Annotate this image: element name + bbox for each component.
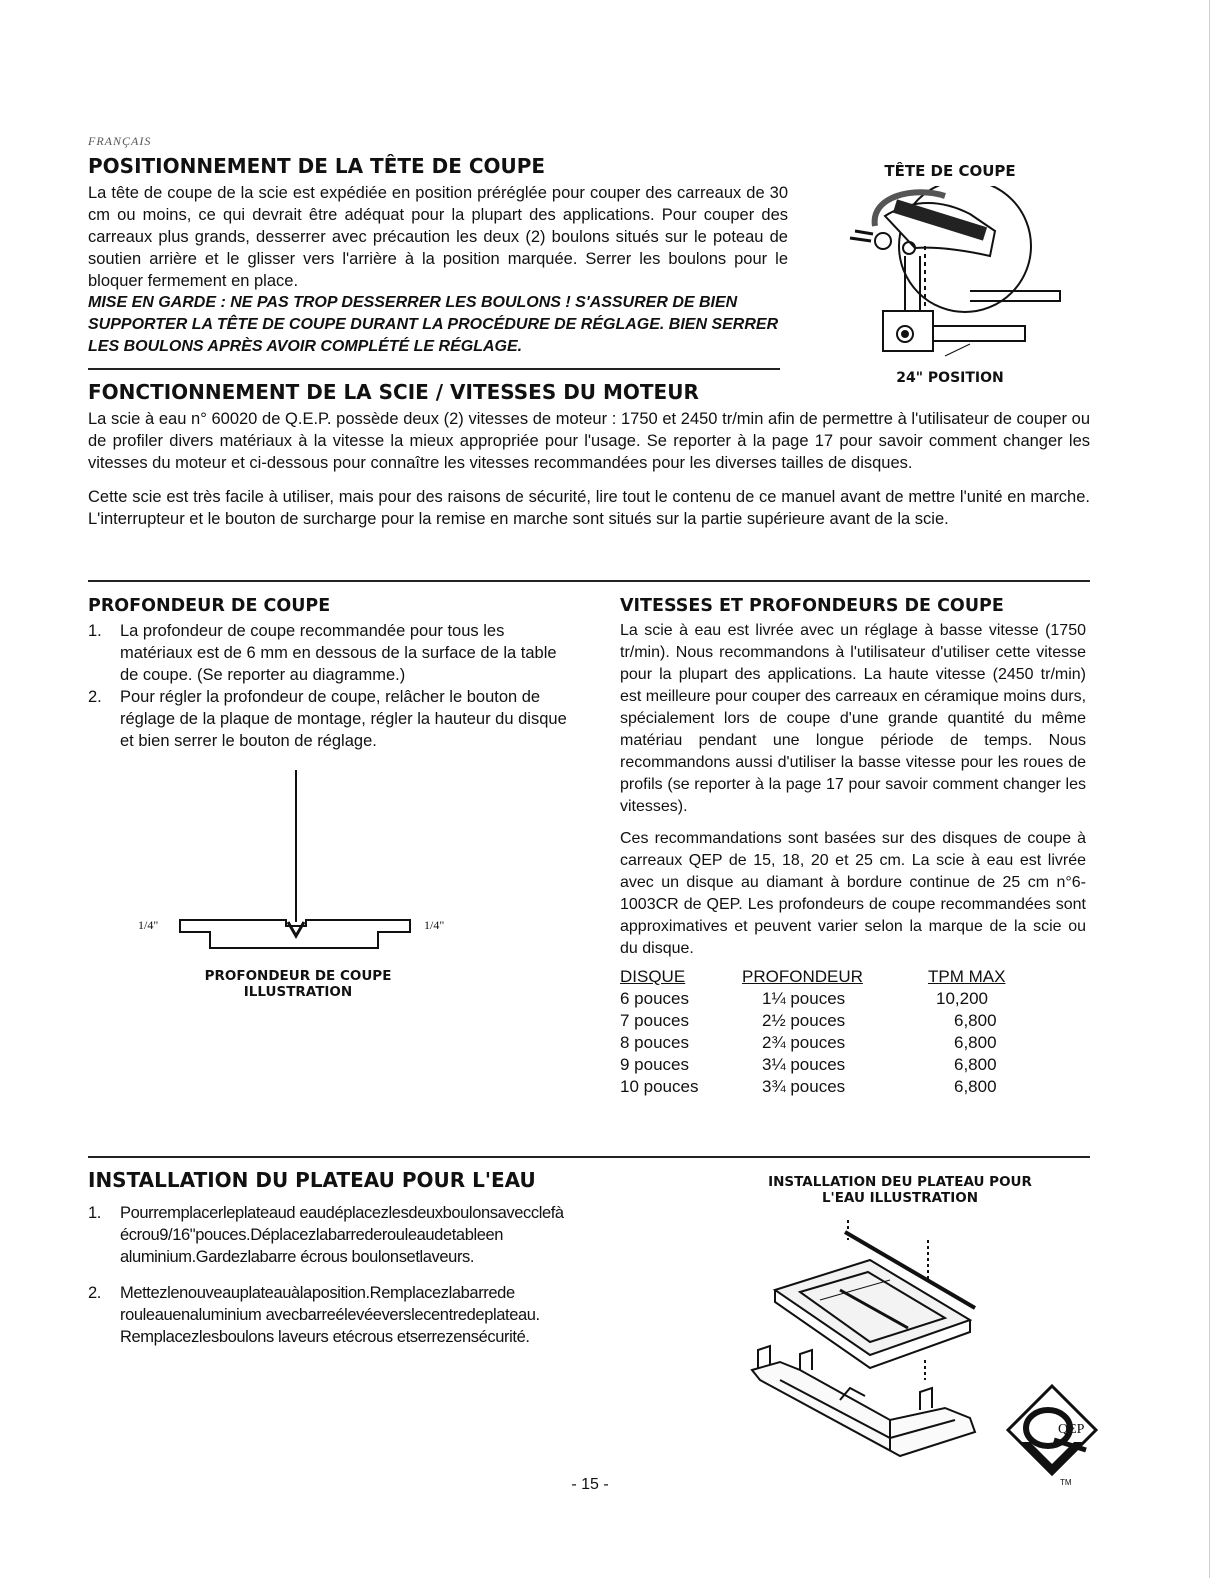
list-item: 2. Mettezlenouveauplateauàlaposition.Remplacezlabarrede rouleauenaluminium avecbarreélevéeverslecentredeplateau. Remplacezlesboulons laveurs etécrous etserrezensécurité. [88,1284,540,1346]
depth-steps [88,620,572,752]
divider [88,1156,1090,1158]
depth-diagram [170,770,430,965]
water-tray-illustration [740,1220,990,1470]
section-operation [88,380,1090,530]
table-row: 9 pouces 3¼ pouces 6,800 [620,1055,997,1074]
speed-table [620,966,1054,1098]
operation-paragraph-1: La scie à eau n° 60020 de Q.E.P. possède deux (2) vitesses de moteur : 1750 et 2450 tr/min afin de permettre à l'utilisateur de couper ou de profiler divers matériaux à la vitesse la mieux appropriée pour l'usage. Se reporter à la page 17 pour savoir comment changer les vitesses du moteur et ci-dessous pour connaître les vitesses recommandées pour les diverses tailles de disques. [88,410,1090,472]
warning-text: MISE EN GARDE : NE PAS TROP DESSERRER LES BOULONS ! S'ASSURER DE BIEN SUPPORTER LA TÊTE DE COUPE DURANT LA PROCÉDURE DE RÉGLAGE. BIEN SERRER LES BOULONS APRÈS AVOIR COMPLÉTÉ LE RÉGLAGE. [88,294,779,355]
logo-trademark: TM [1060,1478,1072,1487]
list-item: 1. Pourremplacerleplateaud eaudéplacezlesdeuxboulonsavecclefà écrou9/16"pouces.Déplacezlabarrederouleaudetableen aluminium.Gardezlabarre écrous boulonsetlaveurs. [88,1204,564,1266]
section-speeds [620,596,1086,1098]
section-tray [88,1168,648,1362]
section-title: VITESSES ET PROFONDEURS DE COUPE [620,596,1004,616]
section-title: INSTALLATION DU PLATEAU POUR L'EAU [88,1168,536,1192]
speeds-paragraph-2: Ces recommandations sont basées sur des disques de coupe à carreaux QEP de 15, 18, 20 et 25 cm. La scie à eau est livrée avec un disque au diamant à bordure continue de 25 cm n°6-1003CR de QEP. Les profondeurs de coupe recommandées sont approximatives et peuvent varier selon la marque de la scie ou du disque. [620,830,1086,957]
header-disque: DISQUE [620,967,686,986]
scan-edge-line [1209,0,1210,1578]
list-item: 2. Pour régler la profondeur de coupe, relâcher le bouton de réglage de la plaque de montage, régler la hauteur du disque et bien serrer le bouton de réglage. [88,688,567,750]
figure-title: TÊTE DE COUPE [884,162,1016,180]
tray-steps [88,1202,648,1348]
divider [88,580,1090,582]
language-label: FRANÇAIS [88,134,152,148]
depth-caption: PROFONDEUR DE COUPE ILLUSTRATION [204,968,392,1000]
section-body: La tête de coupe de la scie est expédiée en position préréglée pour couper des carreaux de 30 cm ou moins, ce qui devrait être adéquat pour la plupart des applications. Pour couper des carreaux plus grands, desserrer avec précaution les deux (2) boulons situés sur le poteau de soutien arrière et le glisser vers l'arrière à la position marquée. Serrer les boulons pour le bloquer fermement en place. [88,184,788,290]
table-row: 7 pouces 2½ pouces 6,800 [620,1011,997,1030]
page-number: - 15 - [571,1476,609,1493]
section-depth [88,596,572,752]
table-header-row [620,966,1054,988]
table-row: 8 pouces 2¾ pouces 6,800 [620,1033,997,1052]
tray-caption: INSTALLATION DEU PLATEAU POUR L'EAU ILLUSTRATION [768,1174,1032,1206]
list-item: 1. La profondeur de coupe recommandée pour tous les matériaux est de 6 mm en dessous de la surface de la table de coupe. (Se reporter au diagramme.) [88,622,557,684]
cutting-head-illustration [825,186,1070,366]
section-title: PROFONDEUR DE COUPE [88,596,331,616]
divider [88,368,780,370]
logo-text: QEP [1058,1422,1085,1437]
header-tpm: TPM MAX [928,967,1006,986]
speeds-paragraph-1: La scie à eau est livrée avec un réglage à basse vitesse (1750 tr/min). Nous recommandons à l'utilisateur d'utiliser cette vitesse pour la plupart des applications. La haute vitesse (2450 tr/min) est meilleure pour couper des carreaux en céramique moins durs, spécialement lors de coupe d'une grande quantité du même matériau pendant une longue période de temps. Nous recommandons aussi d'utiliser la basse vitesse pour les roues de profils (se reporter à la page 17 pour savoir comment changer les vitesses). [620,622,1087,815]
section-positioning [88,154,788,358]
table-row: 6 pouces 1¼ pouces 10,200 [620,989,988,1008]
qep-logo [1004,1384,1100,1490]
depth-label-right: 1/4" [424,918,445,932]
section-title: POSITIONNEMENT DE LA TÊTE DE COUPE [88,154,546,178]
operation-paragraph-2: Cette scie est très facile à utiliser, mais pour des raisons de sécurité, lire tout le contenu de ce manuel avant de mettre l'unité en marche. L'interrupteur et le bouton de surcharge pour la remise en marche sont situés sur la partie supérieure avant de la scie. [88,488,1090,528]
section-title: FONCTIONNEMENT DE LA SCIE / VITESSES DU MOTEUR [88,380,699,404]
figure-caption: 24" POSITION [896,370,1004,386]
depth-label-left: 1/4" [138,918,159,932]
header-profondeur: PROFONDEUR [742,967,863,986]
table-row: 10 pouces 3¾ pouces 6,800 [620,1077,997,1096]
